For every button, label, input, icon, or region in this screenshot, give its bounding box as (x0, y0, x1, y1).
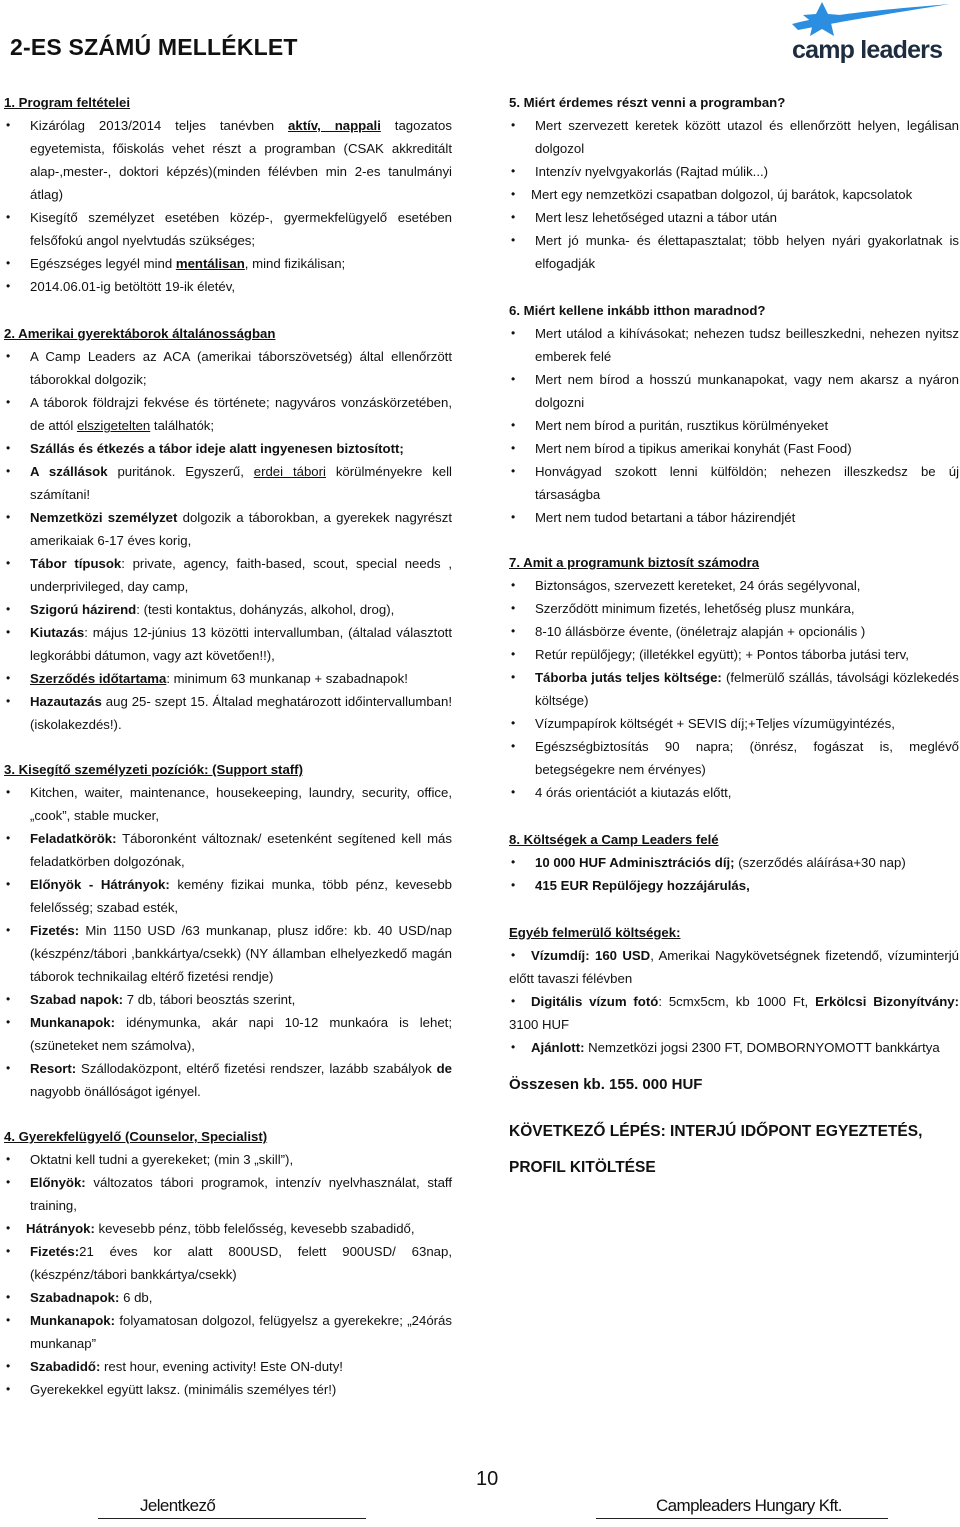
bullet-list (509, 322, 959, 529)
list-item-text: Fizetés: (30, 1244, 80, 1259)
list-item-text: Hátrányok: (26, 1221, 95, 1236)
list-item (509, 851, 959, 874)
list-item (509, 160, 959, 183)
list-item-text: Tábor típusok (30, 556, 122, 571)
list-item (509, 990, 959, 1036)
bullet-list (4, 1148, 452, 1401)
list-item (509, 460, 959, 506)
list-item-text: rest hour, evening activity! Este ON-duty! (100, 1359, 343, 1374)
list-item-text: A szállások (30, 464, 108, 479)
list-item-text: , mind fizikálisan; (244, 256, 346, 271)
list-item (509, 643, 959, 666)
list-item-text: Digitális vízum fotó (531, 994, 659, 1009)
list-item (509, 620, 959, 643)
footer-line-left (98, 1518, 366, 1519)
list-item-text: Mert szervezett keretek között utazol és ellenőrzött helyen, legálisan dolgozol (535, 118, 959, 156)
list-item (509, 368, 959, 414)
list-item-text: Hazautazás (30, 694, 102, 709)
list-item-text: tagozatos egyetemista, főiskolás vehet részt a programban (CSAK akkreditált alap-,mester-, doktori képzés)(minden félévben min 2-es tanulmányi átlag) (30, 118, 452, 202)
footer-applicant-label: Jelentkező (140, 1496, 216, 1515)
list-item-text: 21 éves kor alatt 800USD, felett 900USD/ 63nap, (készpénz/tábori bankkártya/csekk) (30, 1244, 452, 1282)
list-item-text: Mert jó munka- és élettapasztalat; több helyen nyári gyakorlatnak is elfogadják (535, 233, 959, 271)
bullet-list (509, 114, 959, 275)
list-item-text: 7 db, tábori beosztás szerint, (123, 992, 296, 1007)
list-item-text: 10 000 HUF Adminisztrációs díj; (535, 855, 735, 870)
list-item (4, 1148, 452, 1171)
list-item (4, 873, 452, 919)
list-item (4, 598, 452, 621)
section-gap (4, 1103, 452, 1125)
list-item (4, 1011, 452, 1057)
section-title: 3. Kisegítő személyzeti pozíciók: (Support staff) (4, 762, 303, 777)
list-item (509, 229, 959, 275)
footer-company-label: Campleaders Hungary Kft. (656, 1496, 842, 1515)
list-item-text: (szerződés aláírása+30 nap) (734, 855, 906, 870)
section-title: 1. Program feltételei (4, 95, 131, 110)
list-item-text: nagyobb önállóságot igényel. (30, 1084, 201, 1099)
list-item-text: Honvágyad szokott lenni külföldön; nehezen illeszkedsz be új társaságba (535, 464, 959, 502)
list-item-text: Mert nem bírod a puritán, rusztikus körülményeket (535, 418, 829, 433)
list-item (4, 1309, 452, 1355)
right-section (509, 91, 959, 275)
list-item (4, 391, 452, 437)
list-item-text: Kiutazás (30, 625, 85, 640)
list-item-text: : május 12-június 13 közötti intervallumban, (általad választott legkorábbi dátumon, vagy azt követően!!), (30, 625, 452, 663)
list-item-text: Mert nem tudod betartani a tábor házirendjét (535, 510, 796, 525)
star-swoosh-icon (790, 0, 955, 40)
list-item-text: 160 USD (595, 948, 651, 963)
list-item-text: : minimum 63 munkanap + szabadnapok! (166, 671, 408, 686)
list-item (4, 1057, 452, 1103)
list-item-text: Szabadnapok: (30, 1290, 120, 1305)
list-item-text: Szabad napok: (30, 992, 124, 1007)
list-item-text: Szigorú házirend (30, 602, 137, 617)
section-title: 7. Amit a programunk biztosít számodra (509, 555, 760, 570)
next-step-heading: KÖVETKEZŐ LÉPÉS: INTERJÚ IDŐPONT EGYEZTETÉS, PROFIL KITÖLTÉSE (509, 1123, 923, 1176)
list-item (4, 506, 452, 552)
left-section (4, 758, 452, 1103)
list-item-text: : private, agency, faith-based, scout, special needs , underprivileged, day camp, (30, 556, 453, 594)
list-item (4, 1286, 452, 1309)
list-item-text: puritánok. Egyszerű, (107, 464, 254, 479)
list-item-text: Szerződés időtartama (30, 671, 167, 686)
list-item (4, 919, 452, 988)
list-item-text: kemény fizikai munka, több pénz, kevesebb felelősség; szabad esték, (30, 877, 452, 915)
list-item (4, 437, 452, 460)
list-item (509, 322, 959, 368)
list-item-text: , Amerikai Nagykövetségnek fizetendő, vízuminterjú előtt tavaszi félévben (509, 948, 960, 986)
camp-leaders-logo (790, 0, 955, 68)
list-item-text: Biztonságos, szervezett kereteket, 24 órás segélyvonal, (535, 578, 861, 593)
list-item-text: Mert nem bírod a hosszú munkanapokat, vagy nem akarsz a nyáron dolgozni (535, 372, 959, 410)
list-item-text: aktív, nappali (288, 118, 381, 133)
list-item-text: Mert nem bírod a tipikus amerikai konyhát (Fast Food) (535, 441, 852, 456)
list-item-text: folyamatosan dolgozol, felügyelsz a gyerekekre; „24órás munkanap” (30, 1313, 452, 1351)
list-item-text: Feladatkörök: (30, 831, 117, 846)
list-item (509, 414, 959, 437)
list-item (4, 1240, 452, 1286)
section-gap (509, 275, 959, 299)
list-item-text: aug 25- szept 15. Általad meghatározott időintervallumban! (iskolakezdés!). (30, 694, 452, 732)
list-item (509, 666, 959, 712)
section-gap (4, 736, 452, 758)
list-item-text: Szállodaközpont, eltérő fizetési rendszer, lazább szabályok (76, 1061, 437, 1076)
list-item (4, 988, 452, 1011)
bullet-list (4, 345, 452, 736)
list-item-text: Gyerekekkel együtt laksz. (minimális személyes tér!) (30, 1382, 337, 1397)
list-item (4, 1171, 452, 1217)
list-item (4, 252, 452, 275)
right-column (509, 91, 959, 1186)
list-item-text: Min 1150 USD /63 munkanap, plusz időre: kb. 40 USD/nap (készpénz/tábori ,bankkártya/csekk) (NY államban elhelyezkedő magán táborok technikailag eltérő fizetési rendje) (30, 923, 452, 984)
list-item-text: 415 EUR Repülőjegy hozzájárulás, (535, 878, 750, 893)
list-item-text: Előnyök - Hátrányok: (30, 877, 170, 892)
list-item (509, 506, 959, 529)
footer-line-right (596, 1518, 888, 1519)
list-item-text: találhatók; (150, 418, 215, 433)
left-section (4, 322, 452, 736)
list-item-text: Kizárólag 2013/2014 teljes tanévben (30, 118, 289, 133)
list-item-text: 2014.06.01-ig betöltött 19-ik életév, (30, 279, 236, 294)
list-item-text: 8-10 állásbörze évente, (önéletrajz alapján + opcionális ) (535, 624, 866, 639)
list-item-text: Mert utálod a kihívásokat; nehezen tudsz beilleszkedni, nehezen nyitsz emberek felé (535, 326, 959, 364)
list-item-text: kevesebb pénz, több felelősség, kevesebb szabadidő, (94, 1221, 415, 1236)
right-section (509, 551, 959, 804)
list-item-text: Vízumpapírok költségét + SEVIS díj;+Teljes vízumügyintézés, (535, 716, 895, 731)
section-title: 2. Amerikai gyerektáborok általánosságban (4, 326, 276, 341)
list-item-text: Intenzív nyelvgyakorlás (Rajtad múlik...) (535, 164, 769, 179)
left-section (4, 1125, 452, 1401)
list-item-text: Táborba jutás teljes költsége: (535, 670, 722, 685)
list-item (509, 597, 959, 620)
list-item-text: Szerződött minimum fizetés, lehetőség plusz munkára, (535, 601, 855, 616)
list-item (4, 345, 452, 391)
list-item-text: 3100 HUF (509, 1017, 570, 1032)
list-item (4, 275, 452, 298)
page-title: 2-ES SZÁMÚ MELLÉKLET (10, 34, 298, 60)
list-item-text: 6 db, (119, 1290, 153, 1305)
list-item-text: A táborok földrajzi fekvése és története; nagyváros vonzáskörzetében, de attól (30, 395, 452, 433)
list-item-text: (felmerülő szállás, távolsági közlekedés költsége) (535, 670, 959, 708)
bullet-list (4, 114, 452, 298)
list-item-text: Nemzetközi jogsi 2300 FT, DOMBORNYOMOTT bankkártya (584, 1040, 940, 1055)
list-item-text: Szabadidő: (30, 1359, 101, 1374)
list-item (4, 114, 452, 206)
section-gap (509, 529, 959, 551)
page-number: 10 (476, 1468, 499, 1490)
list-item (4, 1355, 452, 1378)
list-item-text: : (testi kontaktus, dohányzás, alkohol, drog), (136, 602, 395, 617)
list-item (509, 574, 959, 597)
list-item (4, 460, 452, 506)
list-item-text: Egészségbiztosítás 90 napra; (önrész, fogászat is, meglévő betegségekre nem érvényes) (535, 739, 959, 777)
list-item-text: de (436, 1061, 452, 1076)
list-item-text: Egészséges legyél mind (30, 256, 176, 271)
section-title: Egyéb felmerülő költségek: (509, 925, 681, 940)
logo-wordmark: camp leaders (792, 36, 943, 64)
right-section (509, 299, 959, 529)
list-item (509, 114, 959, 160)
list-item (509, 781, 959, 804)
list-item-text: Szállás és étkezés a tábor ideje alatt ingyenesen biztosított; (30, 441, 404, 456)
section-title: 6. Miért kellene inkább itthon maradnod? (509, 303, 766, 318)
list-item (4, 621, 452, 667)
bullet-list (509, 851, 959, 897)
bullet-list (509, 944, 959, 1059)
list-item-text: idénymunka, akár napi 10-12 munkaóra is lehet;(szüneteket nem számolva), (30, 1015, 452, 1053)
list-item-text: Erkölcsi Bizonyítvány: (815, 994, 959, 1009)
list-item (4, 552, 452, 598)
list-item-text: A Camp Leaders az ACA (amerikai táborszövetség) által ellenőrzött táborokkal dolgozik; (30, 349, 452, 387)
list-item-text: Táboronként változnak/ esetenként segítened kell más feladatkörben dolgozónak, (30, 831, 452, 869)
bullet-list (509, 574, 959, 804)
list-item (4, 206, 452, 252)
list-item-text: Fizetés: (30, 923, 80, 938)
list-item (509, 874, 959, 897)
left-column (4, 91, 452, 1401)
left-section (4, 91, 452, 298)
list-item (509, 437, 959, 460)
list-item (4, 781, 452, 827)
right-section (509, 921, 959, 1059)
list-item-text: Retúr repülőjegy; (illetékkel együtt); + Pontos táborba jutási terv, (535, 647, 909, 662)
list-item-text: Kisegítő személyzet esetében közép-, gyermekfelügyelő esetében felsőfokú angol nyelvtudás szükséges; (30, 210, 452, 248)
list-item-text: Mert lesz lehetőséged utazni a tábor után (535, 210, 777, 225)
list-item-text: Nemzetközi személyzet (30, 510, 178, 525)
total-cost: Összesen kb. 155. 000 HUF (509, 1076, 703, 1093)
list-item (4, 1378, 452, 1401)
list-item (4, 690, 452, 736)
list-item (509, 712, 959, 735)
list-item-text: elszigetelten (76, 418, 151, 433)
list-item-text: körülményekre kell számítani! (30, 464, 452, 502)
section-title: 8. Költségek a Camp Leaders felé (509, 832, 719, 847)
section-gap (4, 298, 452, 322)
list-item-text: : 5cmx5cm, kb 1000 Ft, (658, 994, 816, 1009)
list-item-text: Resort: (30, 1061, 77, 1076)
list-item-text: Előnyök: (30, 1175, 86, 1190)
list-item (509, 944, 959, 990)
section-title: 4. Gyerekfelügyelő (Counselor, Specialist) (4, 1129, 268, 1144)
list-item (509, 1036, 959, 1059)
list-item-text: erdei tábori (253, 464, 326, 479)
list-item (509, 735, 959, 781)
list-item-text: mentálisan (175, 256, 245, 271)
section-gap (509, 897, 959, 921)
right-section (509, 828, 959, 897)
list-item-text: dolgozik a táborokban, a gyerekek nagyrészt amerikaiak 6-17 éves korig, (30, 510, 453, 548)
list-item (509, 206, 959, 229)
list-item-text: Vízumdíj: (531, 948, 590, 963)
bullet-list (4, 781, 452, 1103)
list-item-text: 4 órás orientációt a kiutazás előtt, (535, 785, 732, 800)
list-item-text: változatos tábori programok, intenzív nyelvhasználat, staff training, (30, 1175, 452, 1213)
list-item-text: Kitchen, waiter, maintenance, housekeeping, laundry, security, office, „cook”, stable mucker, (30, 785, 452, 823)
list-item (509, 183, 959, 206)
list-item-text: Munkanapok: (30, 1313, 115, 1328)
list-item (4, 827, 452, 873)
list-item-text: Oktatni kell tudni a gyerekeket; (min 3 „skill”), (30, 1152, 294, 1167)
section-title: 5. Miért érdemes részt venni a programban? (509, 95, 786, 110)
section-gap (509, 804, 959, 828)
list-item-text: Ajánlott: (531, 1040, 585, 1055)
list-item (4, 1217, 452, 1240)
list-item-text: Munkanapok: (30, 1015, 115, 1030)
list-item (4, 667, 452, 690)
list-item-text: Mert egy nemzetközi csapatban dolgozol, új barátok, kapcsolatok (531, 187, 913, 202)
